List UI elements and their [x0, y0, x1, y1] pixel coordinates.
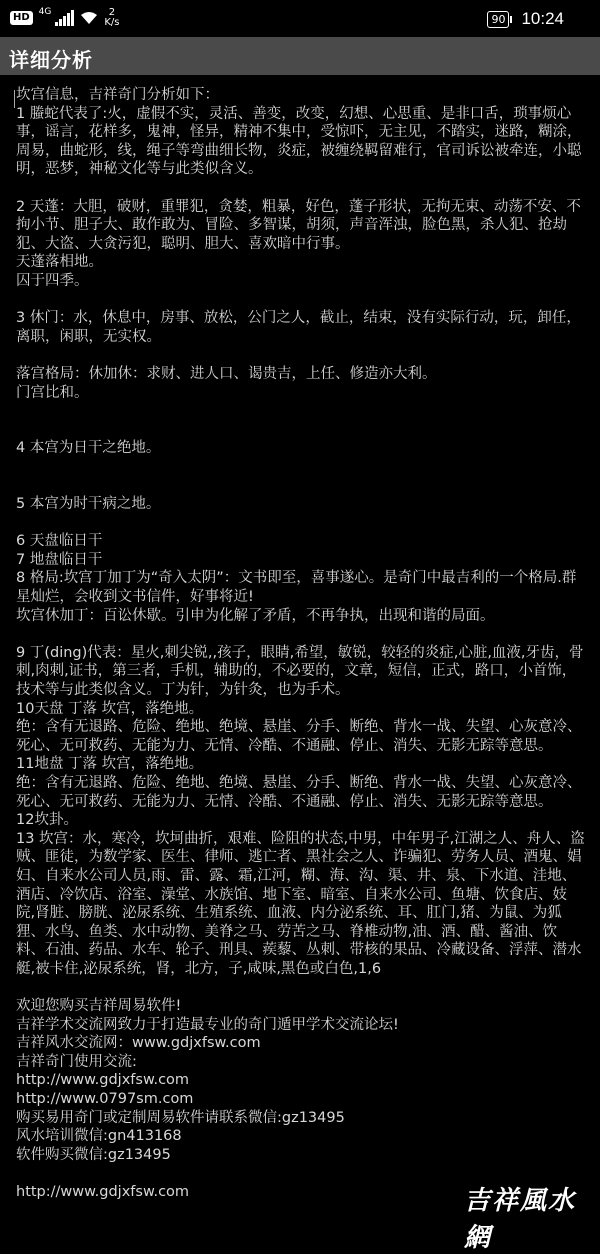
- analysis-text[interactable]: 坎宫信息，吉祥奇门分析如下： 1 螣蛇代表了:火，虚假不实，灵活、善变，改变，幻想、心思重、是非口舌，琐事烦心事，谣言，花样多，鬼神，怪异，精神不集中，受惊吓，无主见，不踏实，迷路，糊涂，周易，曲蛇形，线，绳子等弯曲细长物，炎症，被缠绕羁留难行，官司诉讼被牵连，小聪明，恶梦，神秘文化等与此类似含义。 2 天蓬：大胆，破财，重罪犯，贪婪，粗暴，好色，蓬子形状，无拘无束、动荡不安、不拘小节、胆子大、敢作敢为、冒险、多智谋，胡须，声音浑浊，脸色黑，杀人犯、抢劫犯、大盗、大贪污犯，聪明、胆大、喜欢暗中行事。 天蓬落相地。 囚于四季。 3 休门：水，休息中，房事、放松，公门之人，截止，结束，没有实际行动，玩，卸任，离职，闲职，无实权。 落宫格局：休加休：求财、进人口、谒贵吉，上任、修造亦大利。 门宫比和。 4 本宫为日干之绝地。 5 本宫为时干病之地。 6 天盘临日干 7 地盘临日干 8 格局:坎宫丁加丁为“奇入太阴”：文书即至，喜事遂心。是奇门中最吉利的一个格局.群星灿烂，会收到文书信件，好事将近! 坎宫休加丁：百讼休歇。引申为化解了矛盾，不再争执，出现和谐的局面。 9 丁(ding)代表：星火,刺尖锐,,孩子，眼睛,希望，敏锐，较轻的炎症,心脏,血液,牙齿，骨刺,肉刺,证书，第三者，手机，辅助的，不必要的，文章，短信，正式，路口，小首饰，技术等与此类似含义。丁为针，为针灸，也为手术。 10天盘 丁落 坎宫，落绝地。 绝：含有无退路、危险、绝地、绝境、悬崖、分手、断绝、背水一战、失望、心灰意冷、死心、无可救药、无能为力、无情、冷酷、不通融、停止、消失、无影无踪等意思。 11地盘 丁落 坎宫，落绝地。 绝：含有无退路、危险、绝地、绝境、悬崖、分手、断绝、背水一战、失望、心灰意冷、死心、无可救药、无能为力、无情、冷酷、不通融、停止、消失、无影无踪等意思。 12坎卦。 13 坎宫：水，寒冷，坎坷曲折，艰难、险阻的状态,中男，中年男子,江湖之人、舟人、盗贼、匪徒，为数学家、医生、律师、逃亡者、黑社会之人、诈骗犯、劳务人员、酒鬼、娼妇、自来水公司人员,雨、雷、露、霜,江河，糊、海、沟、渠、井、泉、下水道、洼地、酒店、冷饮店、浴室、澡堂、水族馆、地下室、暗室、自来水公司、鱼塘、饮食店、妓院,肾脏、膀胱、泌尿系统、生殖系统、血液、内分泌系统、耳、肛门,猪、为鼠、为狐狸、水鸟、鱼类、水中动物、美脊之马、劳苦之马、脊椎动物,油、酒、醋、酱油、饮料、石油、药品、水车、轮子、刑具、蒺藜、丛刺、带核的果品、冷藏设备、浮萍、潜水艇,被卡住,泌尿系统，肾，北方，子,咸味,黑色或白色,1,6 欢迎您购买吉祥周易软件! 吉祥学术交流网致力于打造最专业的奇门遁甲学术交流论坛! 吉祥风水交流网：www.gdjxfsw.com 吉祥奇门使用交流: http://www.gdjxfsw.com http://www.0797sm.com 购买易用奇门或定制周易软件请联系微信:gz13495 风水培训微信:gn413168 软件购买微信:gz13495 http://www.gdjxfsw.com: [16, 87, 585, 1201]
- watermark-text: 吉祥風水網: [464, 1186, 577, 1253]
- network-speed: [104, 8, 119, 28]
- status-left: [10, 8, 120, 28]
- text-cursor: [14, 90, 15, 108]
- watermark-logo: [464, 1180, 594, 1253]
- app-bar: [0, 37, 600, 75]
- page-title: 详细分析: [9, 48, 93, 72]
- clock: 10:24: [521, 9, 564, 28]
- battery-icon: 90: [487, 11, 509, 28]
- status-bar: [0, 0, 600, 37]
- network-type: 4G: [38, 7, 52, 17]
- status-right: [487, 9, 564, 29]
- hd-icon: HD: [10, 11, 33, 25]
- wifi-icon: [80, 11, 98, 25]
- speed-unit: K/s: [104, 17, 120, 28]
- speed-value: 2: [108, 7, 116, 18]
- signal-icon: [55, 10, 74, 26]
